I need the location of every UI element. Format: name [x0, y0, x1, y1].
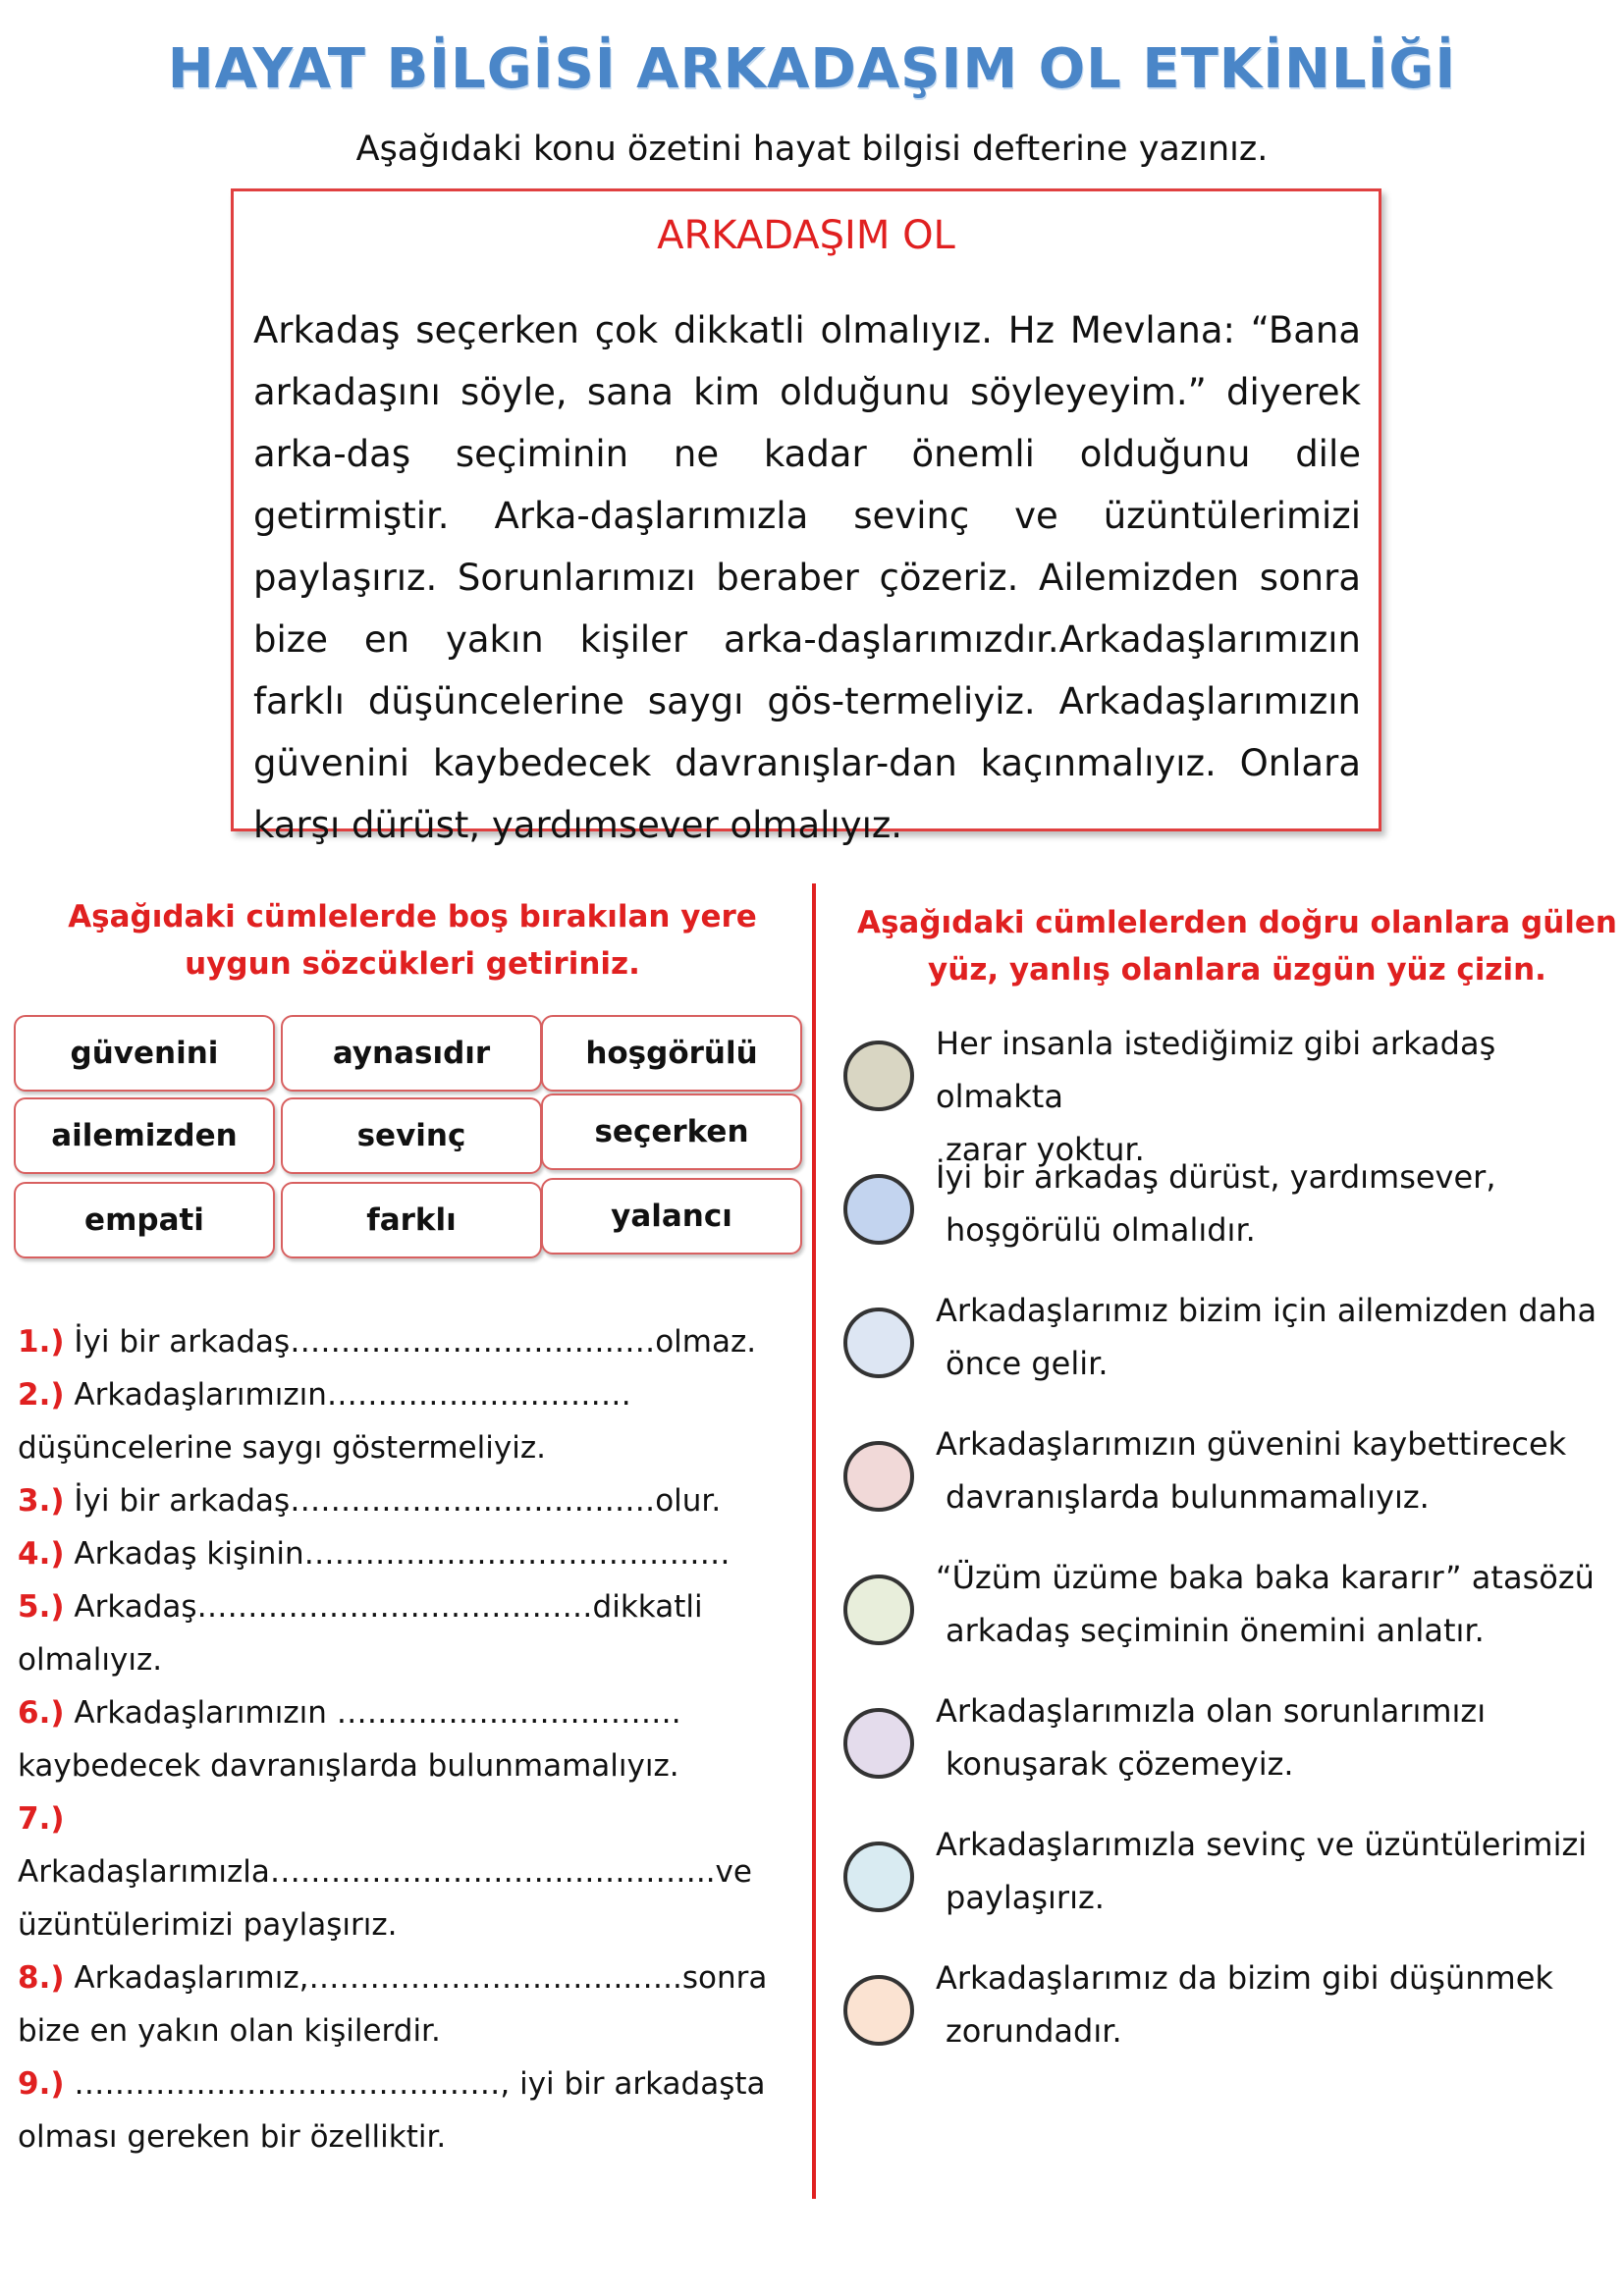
statement-line: konuşarak çözemeyiz. [946, 1745, 1294, 1783]
statement-line: İyi bir arkadaş dürüst, yardımsever, [936, 1158, 1496, 1196]
true-false-heading-line1: Aşağıdaki cümlelerden doğru olanlara gülen [856, 905, 1617, 940]
statement-text [936, 1150, 1613, 1256]
statement-line: Her insanla istediğimiz gibi arkadaş olmakta [936, 1025, 1496, 1115]
statement-text [936, 1684, 1613, 1790]
fill-in-heading [29, 893, 795, 988]
summary-box [231, 188, 1381, 846]
list-item [18, 1686, 793, 1792]
list-item [18, 1951, 793, 2057]
list-item [839, 1150, 1615, 1268]
fill-in-heading-line2: uygun sözcükleri getiriniz. [185, 946, 640, 982]
list-item [839, 1284, 1615, 1402]
list-item [839, 1684, 1615, 1802]
answer-circle[interactable] [843, 1308, 914, 1378]
statement-text [936, 1818, 1613, 1924]
statement-line: arkadaş seçiminin önemini anlatır. [946, 1612, 1485, 1649]
statement-line: Arkadaşlarımızla sevinç ve üzüntülerimizi [936, 1826, 1588, 1863]
statement-line: hoşgörülü olmalıdır. [946, 1211, 1256, 1249]
statement-line: Arkadaşlarımız bizim için ailemizden daha [936, 1292, 1597, 1329]
answer-circle[interactable] [843, 1975, 914, 2046]
list-item [839, 1951, 1615, 2069]
fill-in-heading-line1: Aşağıdaki cümlelerde boş bırakılan yere [68, 899, 757, 934]
statement-line: paylaşırız. [946, 1879, 1105, 1916]
item-text: Arkadaş…………………………………dikkatli olmalıyız. [18, 1589, 703, 1678]
statement-text [936, 1951, 1613, 2057]
list-item [18, 2057, 793, 2163]
statement-line: Arkadaşlarımızla olan sorunlarımızı [936, 1692, 1487, 1730]
item-number: 6.) [18, 1695, 65, 1731]
list-item [18, 1527, 793, 1580]
true-false-heading [854, 899, 1620, 993]
list-item [18, 1474, 793, 1527]
column-divider [812, 883, 816, 2199]
page-title: HAYAT BİLGİSİ ARKADAŞIM OL ETKİNLİĞİ [167, 37, 1457, 101]
item-number: 1.) [18, 1324, 65, 1360]
item-number: 7.) [18, 1801, 65, 1837]
list-item [839, 1417, 1615, 1535]
item-text: Arkadaşlarımızın…………………………düşüncelerine saygı göstermeliyiz. [18, 1377, 631, 1466]
statement-line: Arkadaşlarımız da bizim gibi düşünmek [936, 1959, 1553, 1997]
list-item [18, 1792, 793, 1951]
item-number: 3.) [18, 1483, 65, 1519]
item-text: İyi bir arkadaş………………………………olur. [74, 1483, 722, 1519]
statement-text [936, 1551, 1613, 1657]
answer-circle[interactable] [843, 1174, 914, 1245]
item-number: 5.) [18, 1589, 65, 1625]
summary-text: Arkadaş seçerken çok dikkatli olmalıyız. Hz Mevlana: “Bana arkadaşını söyle, sana kim olduğunu söyleyeyim.” diyerek arka-daş seçiminin ne kadar önemli olduğunu dile getirmiştir. Arka-daşlarımızla sevinç ve üzüntülerimizi paylaşırız. Sorunlarımızı beraber çözeriz. Ailemizden sonra bize en yakın kişiler arka-daşlarımızdır.Arkadaşlarımızın farklı düşüncelerine saygı gös-termeliyiz. Arkadaşlarımızın güvenini kaybedecek davranışlar-dan kaçınmalıyız. Onlara karşı dürüst, yardımsever olmalıyız. [253, 309, 1361, 846]
statement-text [936, 1417, 1613, 1523]
item-text: Arkadaşlarımız,…………………………..…..sonra bize en yakın olan kişilerdir. [18, 1960, 768, 2049]
item-number: 9.) [18, 2066, 65, 2102]
summary-heading: ARKADAŞIM OL [657, 213, 955, 258]
list-item [839, 1551, 1615, 1669]
true-false-heading-line2: yüz, yanlış olanlara üzgün yüz çizin. [928, 952, 1546, 988]
statement-line: “Üzüm üzüme baka baka kararır” atasözü [936, 1559, 1595, 1596]
answer-circle[interactable] [843, 1842, 914, 1912]
word-box: seçerken [541, 1094, 802, 1170]
list-item [18, 1368, 793, 1474]
list-item [839, 1017, 1615, 1168]
item-text: Arkadaş kişinin…………………………………… [74, 1536, 731, 1572]
word-bank [14, 1015, 799, 1270]
answer-circle[interactable] [843, 1441, 914, 1512]
word-box: empati [14, 1182, 275, 1258]
answer-circle[interactable] [843, 1041, 914, 1111]
statement-line: zarar yoktur. [946, 1131, 1145, 1168]
item-text: Arkadaşlarımızın ……………………………. kaybedecek davranışlarda bulunmamalıyız. [18, 1695, 681, 1784]
answer-circle[interactable] [843, 1575, 914, 1645]
word-box: farklı [281, 1182, 542, 1258]
item-text: Arkadaşlarımızla……………………………………..ve üzüntülerimizi paylaşırız. [18, 1854, 752, 1943]
statement-text [936, 1284, 1613, 1390]
answer-circle[interactable] [843, 1708, 914, 1779]
instruction-text: Aşağıdaki konu özetini hayat bilgisi defterine yazınız. [355, 130, 1269, 169]
item-number: 2.) [18, 1377, 65, 1413]
statement-line: zorundadır. [946, 2012, 1122, 2050]
statement-line: Arkadaşlarımızın güvenini kaybettirecek [936, 1425, 1567, 1463]
word-box: yalancı [541, 1178, 802, 1255]
item-number: 8.) [18, 1960, 65, 1996]
list-item [18, 1315, 793, 1368]
word-box: aynasıdır [281, 1015, 542, 1092]
list-item [839, 1818, 1615, 1936]
word-box: hoşgörülü [541, 1015, 802, 1092]
word-box: ailemizden [14, 1097, 275, 1174]
statement-line: davranışlarda bulunmamalıyız. [946, 1478, 1430, 1516]
item-text: ……………………………………, iyi bir arkadaşta olması gereken bir özelliktir. [18, 2066, 766, 2155]
word-box: güvenini [14, 1015, 275, 1092]
statement-line: önce gelir. [946, 1345, 1109, 1382]
word-box: sevinç [281, 1097, 542, 1174]
item-number: 4.) [18, 1536, 65, 1572]
item-text: İyi bir arkadaş………………………………olmaz. [74, 1324, 757, 1360]
fill-in-list [18, 1315, 793, 2163]
list-item [18, 1580, 793, 1686]
